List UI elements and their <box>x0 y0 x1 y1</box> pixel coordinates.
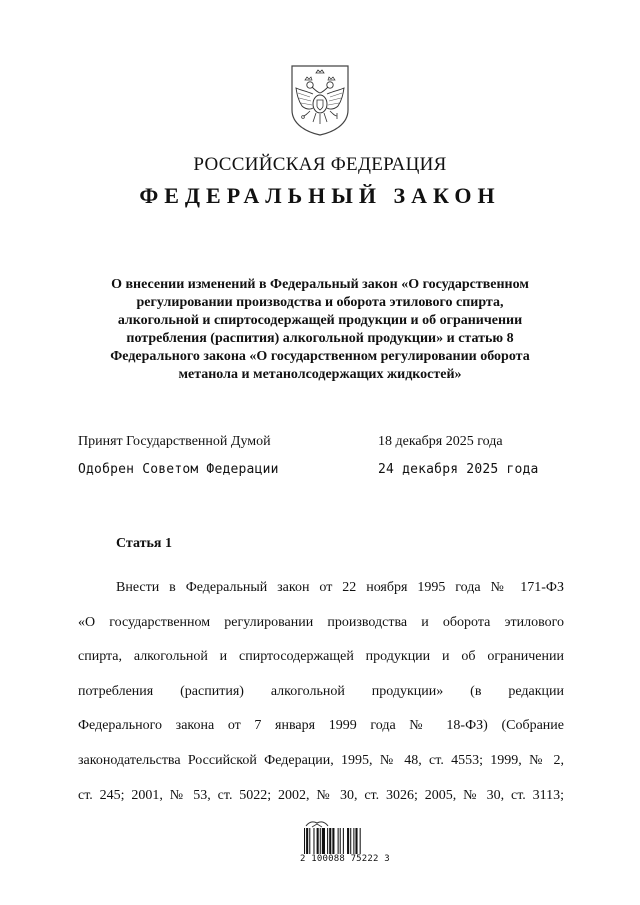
barcode-bar <box>350 828 351 854</box>
barcode <box>300 820 390 870</box>
barcode-bar <box>355 828 357 854</box>
law-title-line: Федерального закона «О государственном регулировании оборота <box>110 349 530 364</box>
barcode-mark-icon <box>304 820 330 828</box>
body-line: спирта, алкогольной и спиртосодержащей продукции и об ограничении <box>78 649 564 665</box>
barcode-bar <box>360 828 361 854</box>
body-line: ст. 245; 2001, № 53, ст. 5022; 2002, № 30, ст. 3026; 2005, № 30, ст. 3113; <box>78 787 564 803</box>
law-title-line: потребления (распития) алкогольной продукции» и статью 8 <box>126 331 514 346</box>
barcode-bar <box>343 828 344 854</box>
barcode-bar <box>320 828 321 854</box>
barcode-bar <box>309 828 310 854</box>
barcode-bar <box>347 828 349 854</box>
body-line: «О государственном регулировании производства и оборота этилового <box>78 614 564 630</box>
barcode-bar <box>322 828 325 854</box>
barcode-bar <box>306 828 308 854</box>
barcode-bar <box>353 828 354 854</box>
document-type: ФЕДЕРАЛЬНЫЙ ЗАКОН <box>139 183 501 208</box>
approving-body: Одобрен Советом Федерации <box>78 462 279 477</box>
barcode-bar <box>313 828 314 854</box>
double-headed-eagle-icon <box>288 64 352 136</box>
law-title-line: алкогольной и спиртосодержащей продукции и об ограничении <box>117 313 523 328</box>
barcode-bar <box>340 828 341 854</box>
article-body <box>78 571 564 813</box>
barcode-bar <box>317 828 319 854</box>
barcode-bar <box>327 828 328 854</box>
barcode-bars <box>304 828 382 854</box>
approval-date: 24 декабря 2025 года <box>378 462 539 477</box>
adopting-body: Принят Государственной Думой <box>78 434 271 449</box>
law-title <box>74 276 566 384</box>
adoption-date: 18 декабря 2025 года <box>378 434 503 449</box>
law-title-line: О внесении изменений в Федеральный закон «О государственном <box>111 277 529 292</box>
body-line: Внести в Федеральный закон от 22 ноября 1995 года № 171-ФЗ <box>116 580 564 595</box>
law-title-line: регулировании производства и оборота этилового спирта, <box>136 295 504 310</box>
coat-of-arms-emblem <box>288 64 352 136</box>
barcode-bar <box>338 828 339 854</box>
barcode-bar <box>332 828 334 854</box>
country-name: РОССИЙСКАЯ ФЕДЕРАЦИЯ <box>193 154 447 175</box>
article-heading: Статья 1 <box>116 536 172 551</box>
barcode-number: 2 100088 75222 3 <box>300 854 390 864</box>
law-title-line: метанола и метанолсодержащих жидкостей» <box>178 367 462 382</box>
barcode-bar <box>329 828 331 854</box>
body-line: Федерального закона от 7 января 1999 года № 18-ФЗ) (Собрание <box>78 718 564 734</box>
barcode-bar <box>304 828 305 854</box>
body-line: потребления (распития) алкогольной продукции» (в редакции <box>78 683 564 699</box>
body-line: законодательства Российской Федерации, 1995, № 48, ст. 4553; 1999, № 2, <box>78 752 564 768</box>
